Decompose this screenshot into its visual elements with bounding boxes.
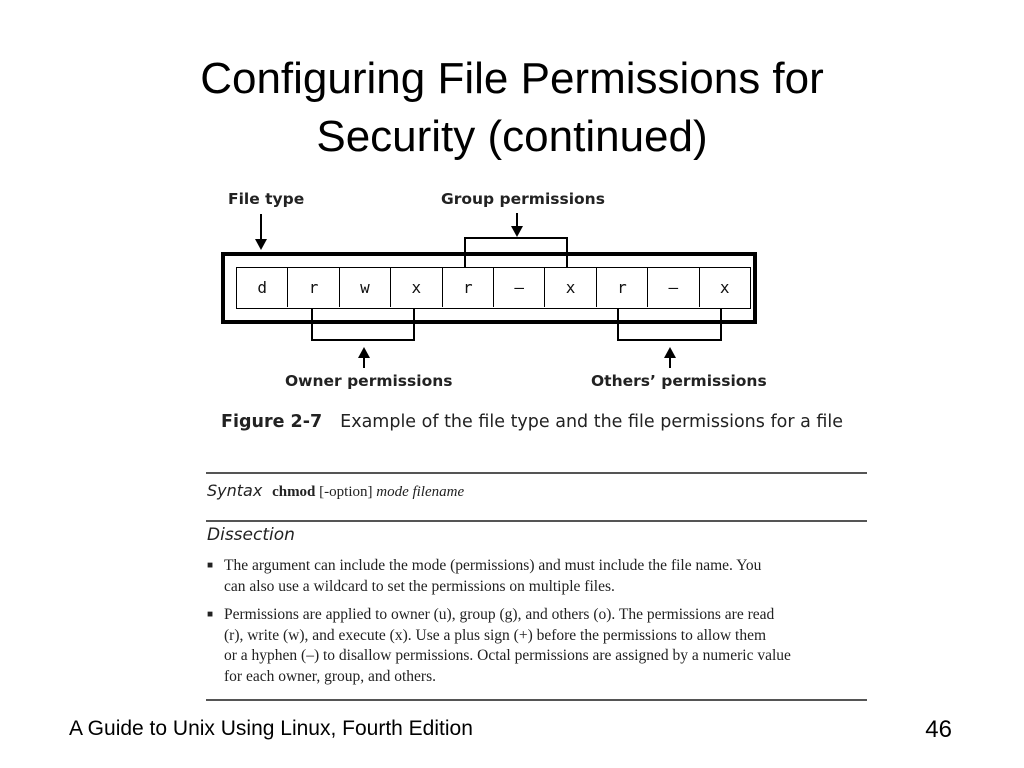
dissection-top-rule — [206, 520, 867, 522]
permission-cell: r — [443, 268, 494, 307]
figure-number: Figure 2-7 — [221, 412, 323, 432]
permission-cell: – — [648, 268, 699, 307]
permissions-cells — [236, 267, 751, 309]
group-arrow-shaft — [516, 213, 518, 227]
dissection-bullets — [207, 556, 869, 695]
permission-cell: x — [545, 268, 596, 307]
syntax-top-rule — [206, 472, 867, 474]
footer-book-title: A Guide to Unix Using Linux, Fourth Edition — [69, 717, 473, 740]
owner-arrow-shaft — [363, 357, 365, 368]
bullet-text-line: (r), write (w), and execute (x). Use a plus sign (+) before the permissions to allow them — [224, 626, 767, 644]
dissection-bullet — [207, 556, 869, 597]
bullet-square-icon: ■ — [207, 609, 214, 620]
bullet-text-line: The argument can include the mode (permissions) and must include the file name. You — [224, 557, 762, 574]
syntax-line — [207, 481, 464, 501]
dissection-bullet — [207, 605, 869, 687]
permission-cell: r — [597, 268, 648, 307]
others-permissions-label: Others’ permissions — [591, 372, 767, 390]
owner-bracket — [311, 308, 415, 341]
others-arrow-shaft — [669, 357, 671, 368]
permission-cell: x — [719, 278, 730, 297]
file-type-label: File type — [228, 190, 305, 208]
group-arrow-head — [511, 226, 523, 237]
bullet-text-line: Permissions are applied to owner (u), group (g), and others (o). The permissions are read — [224, 606, 775, 623]
page-number: 46 — [925, 716, 952, 743]
figure-caption-text: Example of the file type and the file permissions for a file — [340, 412, 844, 432]
owner-permissions-label: Owner permissions — [285, 372, 453, 390]
permission-cell: x — [391, 268, 442, 307]
syntax-command: chmod — [272, 484, 316, 500]
dissection-bottom-rule — [206, 699, 867, 701]
permission-cell: – — [494, 268, 545, 307]
bullet-text-line: can also use a wildcard to set the permissions on multiple files. — [224, 577, 615, 595]
permission-cell: d — [237, 268, 288, 307]
group-permissions-label: Group permissions — [441, 190, 605, 208]
slide-title-line-2: Security (continued) — [316, 112, 708, 161]
file-type-arrow-shaft — [260, 214, 262, 240]
permission-cell: w — [340, 268, 391, 307]
syntax-option: [-option] — [319, 484, 373, 500]
file-type-arrow-head — [255, 239, 267, 250]
bullet-text-line: or a hyphen (–) to disallow permissions. Octal permissions are assigned by a numeric value — [224, 647, 791, 664]
syntax-label: Syntax — [207, 481, 263, 500]
others-bracket — [617, 308, 722, 341]
syntax-args: mode filename — [376, 484, 465, 500]
dissection-heading: Dissection — [207, 525, 295, 545]
bullet-square-icon: ■ — [207, 560, 214, 571]
slide-title-line-1: Configuring File Permissions for — [200, 54, 824, 103]
bullet-text-line: for each owner, group, and others. — [224, 667, 436, 685]
permission-cell: r — [288, 268, 339, 307]
figure-caption — [221, 412, 843, 432]
